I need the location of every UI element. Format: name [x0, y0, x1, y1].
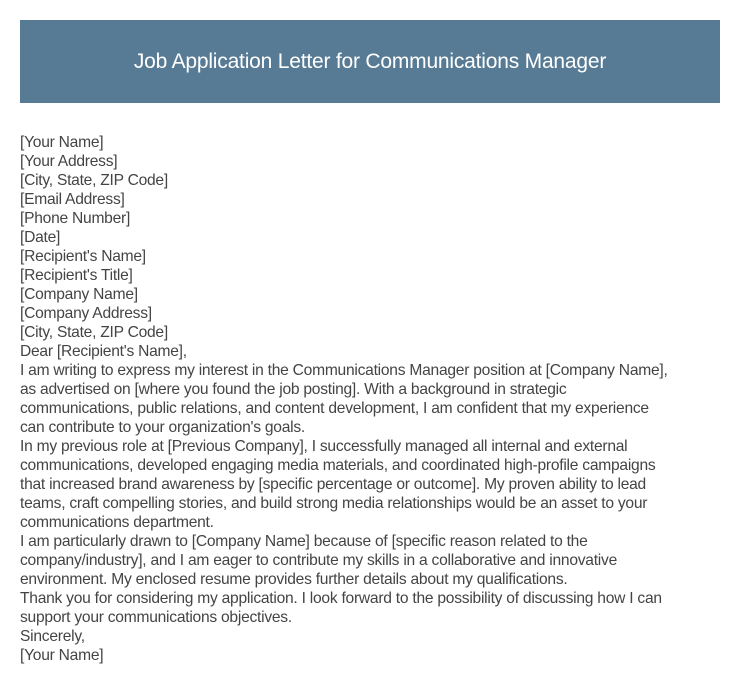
paragraph-line: can contribute to your organization's goals.	[20, 419, 305, 436]
paragraph-line: I am particularly drawn to [Company Name] because of [specific reason related to the	[20, 533, 588, 550]
sender-city-state-zip: [City, State, ZIP Code]	[20, 172, 168, 189]
recipient-name: [Recipient's Name]	[20, 248, 146, 265]
sender-block	[20, 133, 720, 228]
paragraph-line: In my previous role at [Previous Company], I successfully managed all internal and external	[20, 438, 628, 455]
recipient-title: [Recipient's Title]	[20, 267, 133, 284]
paragraph-line: as advertised on [where you found the job posting]. With a background in strategic	[20, 381, 567, 398]
paragraph-line: communications, public relations, and content development, I am confident that my experience	[20, 400, 649, 417]
sender-name: [Your Name]	[20, 134, 104, 151]
paragraph-line: teams, craft compelling stories, and build strong media relationships would be an asset to your	[20, 495, 648, 512]
recipient-company-address: [Company Address]	[20, 305, 152, 322]
paragraph-closing	[20, 589, 720, 627]
paragraph-line: that increased brand awareness by [specific percentage or outcome]. My proven ability to lead	[20, 476, 646, 493]
paragraph-experience	[20, 437, 720, 532]
paragraph-line: company/industry], and I am eager to contribute my skills in a collaborative and innovative	[20, 552, 617, 569]
paragraph-line: environment. My enclosed resume provides further details about my qualifications.	[20, 571, 568, 588]
letter-date: [Date]	[20, 229, 61, 246]
recipient-block	[20, 247, 720, 342]
header-banner	[20, 20, 720, 103]
paragraph-line: I am writing to express my interest in the Communications Manager position at [Company Name],	[20, 362, 668, 379]
page-title: Job Application Letter for Communications Manager	[133, 49, 607, 73]
recipient-city-state-zip: [City, State, ZIP Code]	[20, 324, 168, 341]
sender-email: [Email Address]	[20, 191, 125, 208]
paragraph-line: communications, developed engaging media materials, and coordinated high-profile campaigns	[20, 457, 656, 474]
paragraph-line: communications department.	[20, 514, 214, 531]
sender-address: [Your Address]	[20, 153, 118, 170]
paragraph-intro	[20, 361, 720, 437]
paragraph-line: Thank you for considering my application. I look forward to the possibility of discussing how I can	[20, 590, 662, 607]
letter-body	[20, 133, 720, 665]
signature: [Your Name]	[20, 647, 104, 664]
paragraph-line: support your communications objectives.	[20, 609, 292, 626]
sender-phone: [Phone Number]	[20, 210, 131, 227]
closing: Sincerely,	[20, 628, 85, 645]
paragraph-motivation	[20, 532, 720, 589]
recipient-company: [Company Name]	[20, 286, 138, 303]
salutation: Dear [Recipient's Name],	[20, 343, 187, 360]
